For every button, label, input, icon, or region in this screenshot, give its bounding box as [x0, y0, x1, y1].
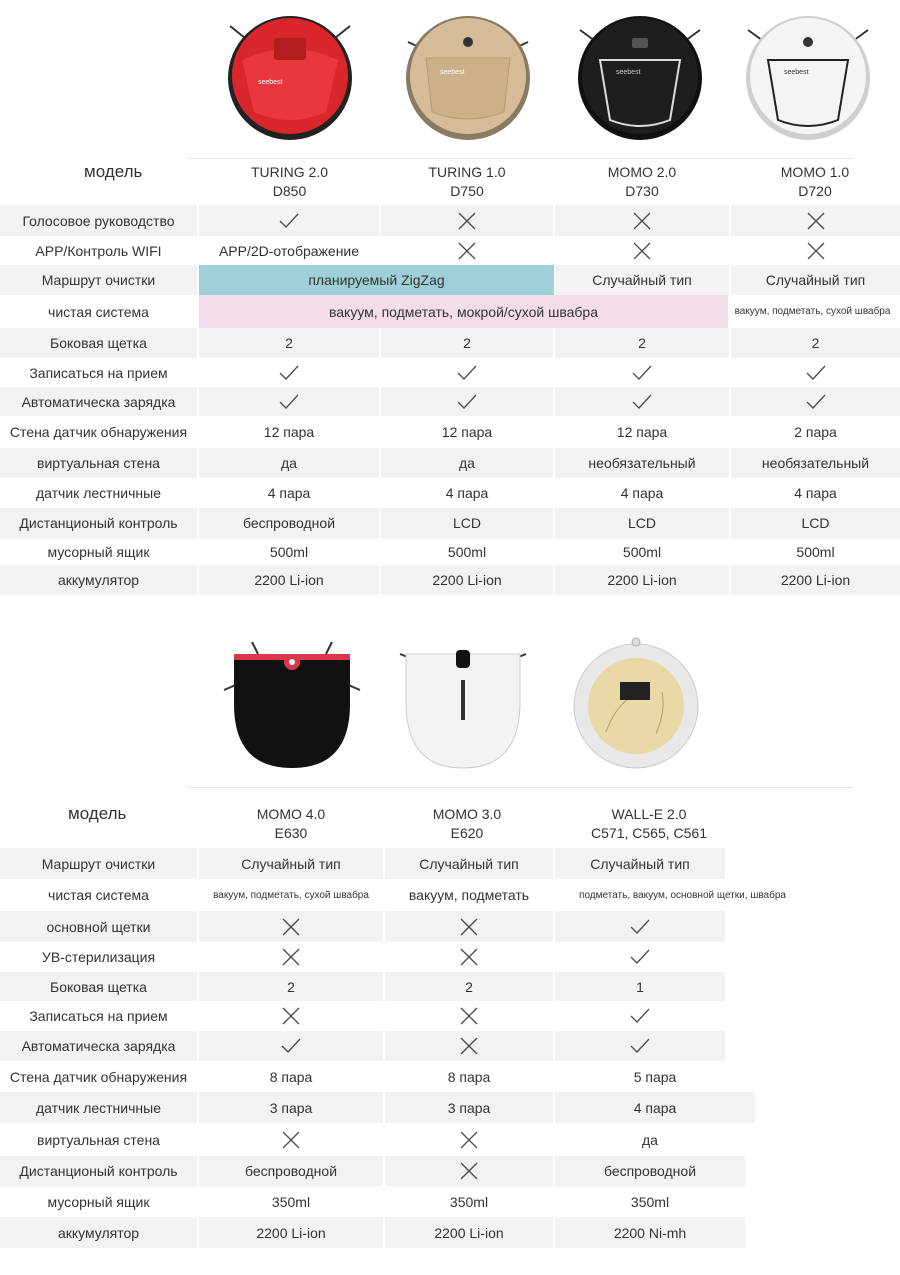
- table-cell: 2: [731, 328, 900, 358]
- svg-text:seebest: seebest: [440, 69, 465, 76]
- robot-image-turing-2: [222, 8, 358, 144]
- row-label: Дистанционый контроль: [0, 508, 197, 538]
- table-cell: LCD: [555, 508, 729, 538]
- table-cell: [385, 942, 553, 972]
- table-cell: [199, 911, 383, 942]
- table-cell: 4 пара: [445, 485, 489, 501]
- table-cell: 350ml: [449, 1193, 489, 1210]
- table-cell: [199, 1123, 383, 1156]
- table-cell: [381, 236, 553, 265]
- row-label: Маршрут очистки: [0, 848, 197, 879]
- cross-icon: [280, 918, 302, 936]
- table-cell: подметать, вакуум, основной щетки, швабра: [579, 889, 786, 901]
- model-name-momo-1: MOMO 1.0 D720: [780, 164, 850, 199]
- row-label: Дистанционый контроль: [0, 1156, 197, 1186]
- table-cell: [731, 387, 900, 416]
- table-cell: 2 пара: [794, 424, 837, 440]
- table-cell: 2200 Li-ion: [381, 566, 553, 594]
- table-cell: LCD: [381, 508, 553, 538]
- row-label: датчик лестничные: [36, 485, 161, 501]
- row-label: Автоматическа зарядка: [0, 387, 197, 416]
- table-row: [0, 328, 900, 358]
- svg-text:seebest: seebest: [258, 79, 283, 86]
- model-name-wall-e-2: WALL-E 2.0 C571, C565, C561: [591, 806, 707, 841]
- check-icon: [278, 364, 300, 382]
- row-label: аккумулятор: [0, 566, 197, 594]
- row-label: Автоматическа зарядка: [0, 1031, 197, 1061]
- table-row: [0, 1186, 900, 1217]
- table-cell: беспроводной: [199, 1156, 383, 1186]
- row-label: мусорный ящик: [47, 1193, 150, 1210]
- model-name-turing-2: TURING 2.0 D850: [250, 164, 328, 199]
- cross-icon: [458, 1037, 480, 1055]
- model-label: модель: [68, 804, 127, 823]
- table-cell: 5 пара: [633, 1068, 677, 1085]
- table-cell: 8 пара: [447, 1068, 491, 1085]
- table-cell: [555, 942, 725, 972]
- table-row: [0, 879, 900, 911]
- table-cell: 2200 Li-ion: [199, 566, 379, 594]
- table-cell: [385, 911, 553, 942]
- table-row: [0, 566, 900, 594]
- divider: [188, 158, 853, 159]
- model-name-momo-2: MOMO 2.0 D730: [607, 164, 677, 199]
- svg-text:seebest: seebest: [616, 69, 641, 76]
- cross-icon: [631, 212, 653, 230]
- model-name-momo-3: MOMO 3.0 E620: [432, 806, 502, 841]
- row-label: Стена датчик обнаружения: [9, 424, 188, 440]
- table-cell: 12 пара: [441, 424, 493, 440]
- table-cell: беспроводной: [199, 508, 379, 538]
- cross-icon: [458, 948, 480, 966]
- table-cell: 2: [555, 328, 729, 358]
- table-cell: вакуум, подметать, сухой швабра: [734, 306, 891, 317]
- table-cell: [555, 387, 729, 416]
- table-cell: [199, 1001, 383, 1031]
- table-cell: 4 пара: [267, 485, 311, 501]
- table-row: [0, 1156, 900, 1186]
- robot-image-momo-2: [572, 8, 708, 144]
- table-cell: [385, 1123, 553, 1156]
- table-row: [0, 358, 900, 387]
- table-cell: 2200 Li-ion: [385, 1217, 553, 1248]
- table-row: [0, 387, 900, 416]
- robot-image-momo-1: [740, 8, 876, 144]
- table-cell: 500ml: [269, 544, 309, 560]
- row-label: аккумулятор: [0, 1217, 197, 1248]
- row-label: чистая система: [48, 303, 149, 320]
- check-icon: [805, 364, 827, 382]
- table-cell: 2: [199, 972, 383, 1001]
- row-label: основной щетки: [0, 911, 197, 942]
- table-row: [0, 1217, 900, 1248]
- table-cell: да: [381, 448, 553, 478]
- table-row: [0, 1001, 900, 1031]
- table-cell: 2200 Li-ion: [199, 1217, 383, 1248]
- cross-icon: [280, 1131, 302, 1149]
- table-cell: [731, 236, 900, 265]
- check-icon: [631, 364, 653, 382]
- row-label: виртуальная стена: [0, 448, 197, 478]
- table-cell: 2200 Li-ion: [555, 566, 729, 594]
- cross-icon: [458, 1131, 480, 1149]
- table-row: [0, 911, 900, 942]
- table-cell: Случайный тип: [555, 265, 729, 295]
- table-cell: [199, 358, 379, 387]
- table-cell: [381, 358, 553, 387]
- table-cell: [199, 205, 379, 236]
- table-row: [0, 416, 900, 448]
- check-icon: [278, 393, 300, 411]
- table-cell: необязательный: [555, 448, 729, 478]
- model-name-momo-4: MOMO 4.0 E630: [256, 806, 326, 841]
- table-cell: [555, 1001, 725, 1031]
- table-row: [0, 1092, 900, 1123]
- table-cell: 3 пара: [385, 1092, 553, 1123]
- row-label: Голосовое руководство: [0, 205, 197, 236]
- cross-icon: [458, 918, 480, 936]
- table-cell: 8 пара: [269, 1068, 313, 1085]
- check-icon: [629, 1037, 651, 1055]
- cross-icon: [805, 212, 827, 230]
- table-row: [0, 265, 900, 295]
- table-cell: 4 пара: [555, 1092, 755, 1123]
- cross-icon: [805, 242, 827, 260]
- table-row: [0, 295, 900, 328]
- table-row: [0, 942, 900, 972]
- table-cell: [381, 387, 553, 416]
- check-icon: [456, 393, 478, 411]
- table-cell: да: [642, 1131, 658, 1148]
- check-icon: [278, 212, 300, 230]
- table-cell: 2: [199, 328, 379, 358]
- row-label: Записаться на прием: [29, 364, 168, 381]
- check-icon: [629, 918, 651, 936]
- table-cell: да: [199, 448, 379, 478]
- row-label: APP/Контроль WIFI: [35, 242, 162, 259]
- robot-image-momo-4: [222, 640, 362, 772]
- table-cell: [555, 236, 729, 265]
- table-row: [0, 508, 900, 538]
- table-cell: 4 пара: [794, 485, 837, 501]
- row-label: Маршрут очистки: [0, 265, 197, 295]
- table-cell: вакуум, подметать, сухой швабра: [213, 889, 369, 901]
- robot-image-wall-e-2: [566, 634, 706, 772]
- cross-icon: [280, 1007, 302, 1025]
- table-cell: 500ml: [622, 544, 662, 560]
- model-name-turing-1: TURING 1.0 D750: [428, 164, 506, 199]
- table-row: [0, 972, 900, 1001]
- divider: [188, 787, 853, 788]
- row-label: УВ-стерилизация: [41, 949, 156, 965]
- row-label: мусорный ящик: [47, 544, 150, 560]
- check-icon: [280, 1037, 302, 1055]
- table-cell: [385, 1001, 553, 1031]
- cross-icon: [458, 1007, 480, 1025]
- table-cell: [199, 387, 379, 416]
- cross-icon: [280, 948, 302, 966]
- cross-icon: [458, 1162, 480, 1180]
- table-cell: Случайный тип: [385, 848, 553, 879]
- table-cell: Случайный тип: [731, 265, 900, 295]
- table-cell: [555, 1031, 725, 1061]
- check-icon: [629, 948, 651, 966]
- model-label: модель: [84, 162, 143, 181]
- table-row: [0, 538, 900, 566]
- table-cell: Случайный тип: [555, 848, 725, 879]
- table-row: [0, 848, 900, 879]
- table-cell: [199, 942, 383, 972]
- svg-text:seebest: seebest: [784, 69, 809, 76]
- row-label: датчик лестничные: [0, 1092, 197, 1123]
- table-cell: 500ml: [796, 544, 835, 560]
- table-cell-merged: планируемый ZigZag: [199, 265, 554, 295]
- table-cell: 350ml: [630, 1193, 670, 1210]
- row-label: Стена датчик обнаружения: [9, 1068, 188, 1085]
- table-row: [0, 236, 900, 265]
- table-cell: [385, 1031, 553, 1061]
- table-cell: беспроводной: [555, 1156, 745, 1186]
- cross-icon: [631, 242, 653, 260]
- table-cell: [731, 205, 900, 236]
- table-cell: 500ml: [447, 544, 487, 560]
- table-row: [0, 1031, 900, 1061]
- table-row: [0, 478, 900, 508]
- table-cell-merged: вакуум, подметать, мокрой/сухой швабра: [199, 295, 728, 328]
- table-cell: вакуум, подметать: [408, 887, 530, 903]
- row-label: чистая система: [48, 887, 149, 903]
- cross-icon: [456, 242, 478, 260]
- table-cell: необязательный: [731, 448, 900, 478]
- row-label: Записаться на прием: [29, 1008, 168, 1024]
- table-cell: 2200 Ni-mh: [555, 1217, 745, 1248]
- check-icon: [631, 393, 653, 411]
- table-row: [0, 1123, 900, 1156]
- table-cell: 12 пара: [263, 424, 315, 440]
- row-label: виртуальная стена: [37, 1131, 160, 1148]
- table-cell: APP/2D-отображение: [218, 242, 360, 259]
- table-cell: LCD: [731, 508, 900, 538]
- robot-image-momo-3: [398, 640, 528, 772]
- table-cell: [555, 358, 729, 387]
- table-cell: 2: [385, 972, 553, 1001]
- cross-icon: [456, 212, 478, 230]
- check-icon: [805, 393, 827, 411]
- table-cell: 12 пара: [616, 424, 668, 440]
- check-icon: [456, 364, 478, 382]
- table-cell: 2200 Li-ion: [731, 566, 900, 594]
- table-row: [0, 448, 900, 478]
- table-cell: Случайный тип: [199, 848, 383, 879]
- table-row: [0, 205, 900, 236]
- table-cell: 3 пара: [199, 1092, 383, 1123]
- table-cell: 350ml: [271, 1193, 311, 1210]
- table-cell: [555, 205, 729, 236]
- table-cell: [381, 205, 553, 236]
- row-label: Боковая щетка: [0, 328, 197, 358]
- robot-image-turing-1: [400, 8, 536, 144]
- table-cell: [555, 911, 725, 942]
- table-row: [0, 1061, 900, 1092]
- table-cell: [385, 1156, 553, 1186]
- table-cell: 2: [381, 328, 553, 358]
- table-cell: [199, 1031, 383, 1061]
- check-icon: [629, 1007, 651, 1025]
- table-cell: 4 пара: [620, 485, 664, 501]
- table-cell: [731, 358, 900, 387]
- row-label: Боковая щетка: [0, 972, 197, 1001]
- table-cell: 1: [555, 972, 725, 1001]
